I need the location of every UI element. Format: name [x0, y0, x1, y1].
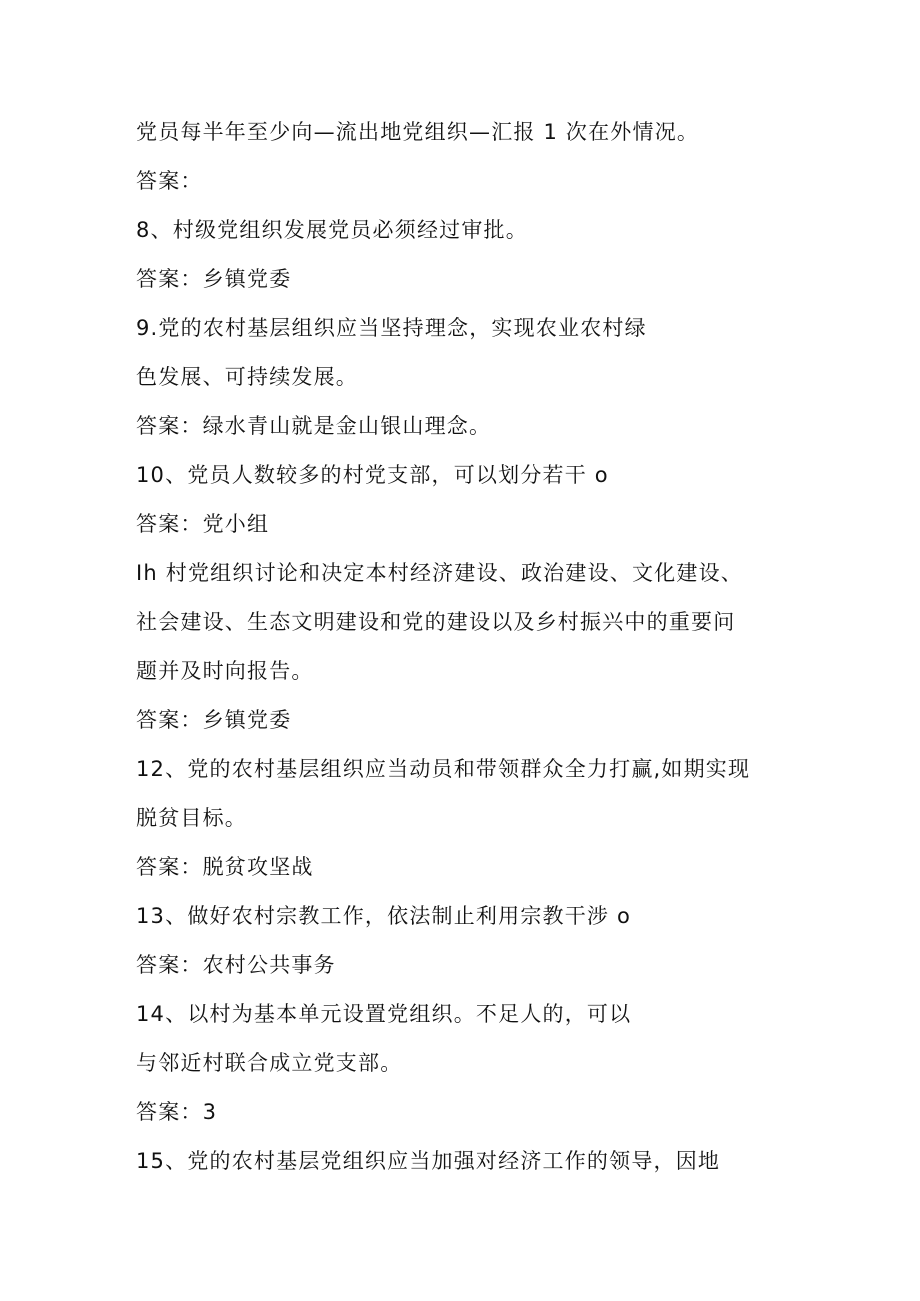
question-9-line-1: 9.党的农村基层组织应当坚持理念，实现农业农村绿 [136, 316, 647, 340]
answer-9: 答案：绿水青山就是金山银山理念。 [136, 414, 492, 438]
question-8: 8、村级党组织发展党员必须经过审批。 [136, 218, 528, 242]
question-14-line-2: 与邻近村联合成立党支部。 [136, 1051, 403, 1075]
question-11-line-3: 题并及时向报告。 [136, 659, 314, 683]
question-12-line-1: 12、党的农村基层组织应当动员和带领群众全力打赢,如期实现 [136, 757, 751, 781]
answer-12: 答案：脱贫攻坚战 [136, 855, 314, 879]
question-13: 13、做好农村宗教工作，依法制止利用宗教干涉 o [136, 904, 632, 928]
answer-line-empty: 答案： [136, 169, 203, 193]
answer-13: 答案：农村公共事务 [136, 953, 336, 977]
question-10: 10、党员人数较多的村党支部，可以划分若干 o [136, 463, 609, 487]
question-15: 15、党的农村基层党组织应当加强对经济工作的领导，因地 [136, 1149, 721, 1173]
answer-14: 答案：3 [136, 1100, 218, 1124]
question-9-line-2: 色发展、可持续发展。 [136, 365, 358, 389]
question-11-line-2: 社会建设、生态文明建设和党的建设以及乡村振兴中的重要问 [136, 610, 736, 634]
answer-8: 答案：乡镇党委 [136, 267, 292, 291]
question-14-line-1: 14、以村为基本单元设置党组织。不足人的，可以 [136, 1002, 632, 1026]
answer-10: 答案：党小组 [136, 512, 270, 536]
question-12-line-2: 脱贫目标。 [136, 806, 247, 830]
question-11-line-1: Ih 村党组织讨论和决定本村经济建设、政治建设、文化建设、 [136, 561, 743, 585]
text-line-outflow-report: 党员每半年至少向—流出地党组织—汇报 1 次在外情况。 [136, 120, 700, 144]
answer-11: 答案：乡镇党委 [136, 708, 292, 732]
